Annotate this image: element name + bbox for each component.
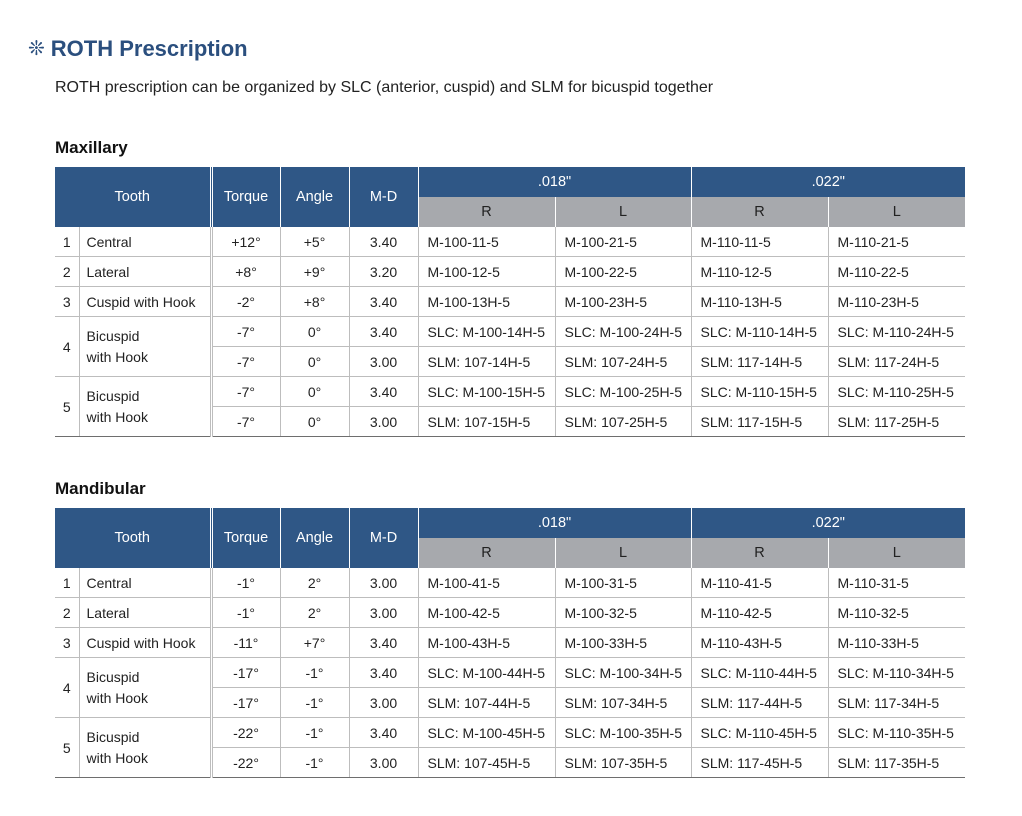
table-row [55,287,965,317]
page-title [28,36,248,62]
torque-value: -7° [211,377,280,407]
tooth-name-line: Bicuspid [86,387,140,404]
part-code-l-022: SLC: M-110-25H-5 [828,377,965,407]
md-value: 3.40 [349,227,418,257]
angle-value: +8° [280,287,349,317]
header-angle: Angle [280,167,349,227]
part-code-r-018: M-100-41-5 [418,568,555,598]
header-torque: Torque [211,167,280,227]
angle-value: -1° [280,658,349,688]
torque-value: -22° [211,718,280,748]
torque-value: -17° [211,688,280,718]
table-row [55,257,965,287]
header-022: .022" [691,508,965,538]
torque-value: -22° [211,748,280,778]
part-code-l-018: SLC: M-100-35H-5 [555,718,691,748]
header-022: .022" [691,167,965,197]
part-code-l-022: SLM: 117-24H-5 [828,347,965,377]
tooth-number: 3 [55,628,79,658]
part-code-r-018: M-100-13H-5 [418,287,555,317]
tooth-name [79,377,211,437]
header-l-022: L [828,538,965,568]
part-code-l-022: SLC: M-110-24H-5 [828,317,965,347]
header-l-022: L [828,197,965,227]
part-code-l-022: SLC: M-110-35H-5 [828,718,965,748]
part-code-r-018: SLM: 107-44H-5 [418,688,555,718]
tooth-number: 2 [55,257,79,287]
tooth-number: 1 [55,227,79,257]
part-code-r-018: SLC: M-100-45H-5 [418,718,555,748]
part-code-r-022: SLM: 117-44H-5 [691,688,828,718]
tooth-name-line: with Hook [86,749,148,766]
tooth-name-line: Bicuspid [86,327,140,344]
angle-value: 0° [280,347,349,377]
tooth-number: 4 [55,317,79,377]
part-code-l-018: M-100-22-5 [555,257,691,287]
part-code-r-022: M-110-41-5 [691,568,828,598]
torque-value: -1° [211,568,280,598]
part-code-r-018: SLC: M-100-15H-5 [418,377,555,407]
part-code-r-022: SLM: 117-45H-5 [691,748,828,778]
tooth-name-line: with Hook [86,348,148,365]
header-angle: Angle [280,508,349,568]
header-l-018: L [555,538,691,568]
part-code-r-018: M-100-43H-5 [418,628,555,658]
tooth-number: 2 [55,598,79,628]
part-code-r-018: SLM: 107-45H-5 [418,748,555,778]
header-r-018: R [418,197,555,227]
tooth-number: 4 [55,658,79,718]
torque-value: -7° [211,347,280,377]
tooth-number: 5 [55,718,79,778]
tooth-name: Lateral [79,257,211,287]
md-value: 3.40 [349,287,418,317]
part-code-l-018: M-100-23H-5 [555,287,691,317]
part-code-r-022: M-110-13H-5 [691,287,828,317]
part-code-l-022: M-110-22-5 [828,257,965,287]
part-code-l-018: M-100-31-5 [555,568,691,598]
angle-value: -1° [280,748,349,778]
header-r-018: R [418,538,555,568]
part-code-l-022: M-110-32-5 [828,598,965,628]
tooth-number: 3 [55,287,79,317]
part-code-l-018: SLM: 107-35H-5 [555,748,691,778]
page-subtitle: ROTH prescription can be organized by SLC (anterior, cuspid) and SLM for bicuspid together [55,79,714,96]
maxillary-table-body [55,227,965,437]
tooth-name [79,718,211,778]
tooth-number: 1 [55,568,79,598]
part-code-r-018: SLC: M-100-14H-5 [418,317,555,347]
part-code-r-018: SLM: 107-14H-5 [418,347,555,377]
table-row [55,718,965,748]
tooth-name: Cuspid with Hook [79,628,211,658]
tooth-name-line: with Hook [86,408,148,425]
part-code-l-018: M-100-21-5 [555,227,691,257]
part-code-r-022: SLM: 117-15H-5 [691,407,828,437]
part-code-l-018: SLC: M-100-25H-5 [555,377,691,407]
header-l-018: L [555,197,691,227]
torque-value: -2° [211,287,280,317]
part-code-r-022: M-110-11-5 [691,227,828,257]
part-code-l-022: M-110-33H-5 [828,628,965,658]
md-value: 3.00 [349,347,418,377]
part-code-r-018: M-100-11-5 [418,227,555,257]
table-row [55,568,965,598]
md-value: 3.00 [349,598,418,628]
header-md: M-D [349,167,418,227]
part-code-r-022: SLC: M-110-14H-5 [691,317,828,347]
md-value: 3.00 [349,748,418,778]
part-code-l-022: SLM: 117-35H-5 [828,748,965,778]
tooth-name: Central [79,568,211,598]
torque-value: +8° [211,257,280,287]
torque-value: -1° [211,598,280,628]
part-code-r-022: SLC: M-110-45H-5 [691,718,828,748]
md-value: 3.00 [349,407,418,437]
part-code-l-018: M-100-32-5 [555,598,691,628]
angle-value: +9° [280,257,349,287]
header-r-022: R [691,538,828,568]
page-title-text: ROTH Prescription [50,36,248,61]
header-tooth: Tooth [55,508,211,568]
header-md: M-D [349,508,418,568]
part-code-r-018: M-100-12-5 [418,257,555,287]
torque-value: -11° [211,628,280,658]
maxillary-table [55,167,965,437]
part-code-r-022: SLM: 117-14H-5 [691,347,828,377]
md-value: 3.00 [349,568,418,598]
part-code-l-022: M-110-23H-5 [828,287,965,317]
part-code-r-018: SLM: 107-15H-5 [418,407,555,437]
header-tooth: Tooth [55,167,211,227]
table-row [55,658,965,688]
angle-value: +5° [280,227,349,257]
angle-value: +7° [280,628,349,658]
angle-value: -1° [280,688,349,718]
tooth-name [79,658,211,718]
angle-value: 0° [280,407,349,437]
part-code-l-018: SLM: 107-25H-5 [555,407,691,437]
table-row [55,598,965,628]
md-value: 3.40 [349,377,418,407]
part-code-r-022: M-110-43H-5 [691,628,828,658]
part-code-l-018: M-100-33H-5 [555,628,691,658]
part-code-r-022: M-110-12-5 [691,257,828,287]
md-value: 3.40 [349,628,418,658]
part-code-l-022: SLM: 117-34H-5 [828,688,965,718]
part-code-l-018: SLC: M-100-34H-5 [555,658,691,688]
torque-value: -7° [211,317,280,347]
mandibular-table-body [55,568,965,778]
angle-value: 2° [280,598,349,628]
table-row [55,377,965,407]
md-value: 3.00 [349,688,418,718]
angle-value: -1° [280,718,349,748]
tooth-name: Central [79,227,211,257]
part-code-l-018: SLM: 107-24H-5 [555,347,691,377]
header-018: .018" [418,508,691,538]
tooth-name-line: Bicuspid [86,668,140,685]
torque-value: -17° [211,658,280,688]
part-code-l-022: SLM: 117-25H-5 [828,407,965,437]
header-r-022: R [691,197,828,227]
part-code-r-018: M-100-42-5 [418,598,555,628]
tooth-name: Cuspid with Hook [79,287,211,317]
part-code-l-022: M-110-21-5 [828,227,965,257]
tooth-name [79,317,211,377]
part-code-r-022: SLC: M-110-15H-5 [691,377,828,407]
part-code-r-022: M-110-42-5 [691,598,828,628]
tooth-name-line: with Hook [86,689,148,706]
part-code-r-018: SLC: M-100-44H-5 [418,658,555,688]
part-code-l-018: SLC: M-100-24H-5 [555,317,691,347]
maxillary-heading: Maxillary [55,138,128,157]
tooth-name-line: Bicuspid [86,728,140,745]
md-value: 3.20 [349,257,418,287]
torque-value: +12° [211,227,280,257]
part-code-l-022: M-110-31-5 [828,568,965,598]
md-value: 3.40 [349,317,418,347]
tooth-name: Lateral [79,598,211,628]
header-018: .018" [418,167,691,197]
table-row [55,227,965,257]
torque-value: -7° [211,407,280,437]
part-code-l-018: SLM: 107-34H-5 [555,688,691,718]
tooth-number: 5 [55,377,79,437]
table-row [55,317,965,347]
md-value: 3.40 [349,718,418,748]
angle-value: 2° [280,568,349,598]
mandibular-table [55,508,965,778]
snowflake-icon: ❊ [28,38,45,60]
part-code-r-022: SLC: M-110-44H-5 [691,658,828,688]
md-value: 3.40 [349,658,418,688]
table-row [55,628,965,658]
angle-value: 0° [280,377,349,407]
header-torque: Torque [211,508,280,568]
part-code-l-022: SLC: M-110-34H-5 [828,658,965,688]
mandibular-heading: Mandibular [55,479,146,498]
angle-value: 0° [280,317,349,347]
